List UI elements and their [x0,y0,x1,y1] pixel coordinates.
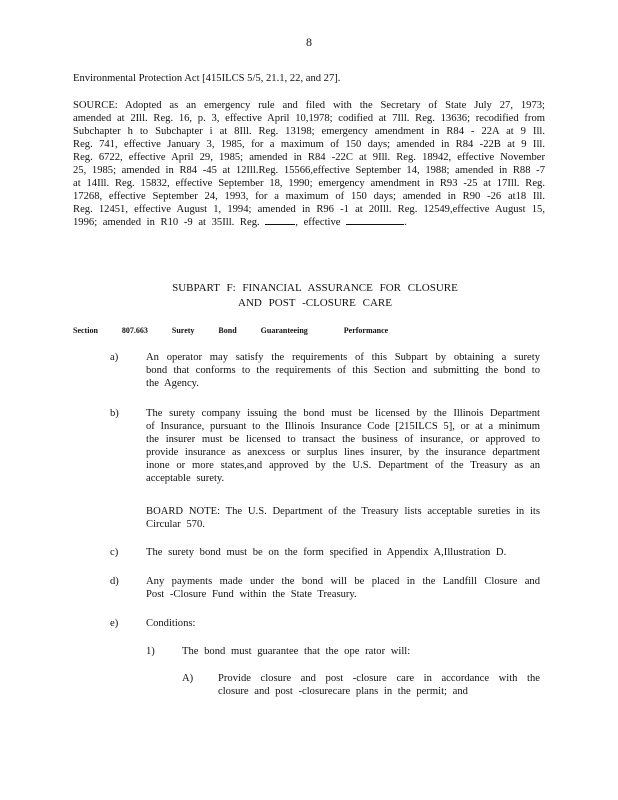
section-title-word: Performance [343,326,389,335]
section-title-word: Guaranteeing [260,326,308,335]
section-heading [73,324,410,337]
item-e1-label: 1) [146,646,155,657]
item-c-label: c) [110,547,119,558]
item-c-text: The surety bond must be on the form specified in Appendix A,Illustration D. [146,547,507,558]
section-title-word: Bond [218,326,237,335]
section-title-word: Surety [171,326,195,335]
subpart-heading-line2: AND POST -CLOSURE CARE [238,297,392,309]
section-label: Section [73,326,98,335]
item-eA-label: A) [182,673,194,684]
source-mid: , effective [295,217,341,228]
item-b-text: The surety company issuing the bond must be licensed by the Illinois Department of Insurance, pursuant to the Illinois Insurance Code [215ILCS 5], or at a minimum the insurer must be licensed to transact the business of insurance, or approved to provide insurance as anexcess or surplus lines insurer, by the insurance department inone or more states,and approved by the U.S. Department of the Treasury as an acceptable surety. [146,408,540,484]
item-d-label: d) [110,576,119,587]
item-d-text: Any payments made under the bond will be placed in the Landfill Closure and Post -Closure Fund within the State Treasury. [146,576,540,600]
page-number: 8 [306,35,312,49]
blank-line [346,224,404,225]
act-reference: Environmental Protection Act [415ILCS 5/5, 21.1, 22, and 27]. [73,73,341,84]
source-note [73,99,545,229]
item-a-text: An operator may satisfy the requirements of this Subpart by obtaining a surety bond that conforms to the requirements of this Section and submitting the bond to the Agency. [146,352,540,389]
subpart-heading-line1: SUBPART F: FINANCIAL ASSURANCE FOR CLOSURE [172,282,458,294]
source-text: SOURCE: Adopted as an emergency rule and filed with the Secretary of State July 27, 1973; amended at 2Ill. Reg. 16, p. 3, effective April 10,1978; codified at 7Ill. Reg. 13636; recodified from Subchapter h to Subchapter i at 8Ill. Reg. 13198; emergency amendment in R84 - 22A at 9 Ill. Reg. 741, effective January 3, 1985, for a maximum of 150 days; amended in R84 -22B at 9 Ill. Reg. 6722, effective April 29, 1985; amended in R84 -22C at 9Ill. Reg. 18942, effective November 25, 1985; amended in R84 -45 at 12Ill.Reg. 15566,effective September 14, 1988; amended in R88 -7 at 14Ill. Reg. 15832, effective September 18, 1990; emergency amendment in R93 -25 at 17Ill. Reg. 17268, effective September 24, 1993, for a maximum of 150 days; amended in R90 -26 at18 Ill. Reg. 12451, effective August 1, 1994; amended in R96 -1 at 20Ill. Reg. 12549,effective August 15, 1996; amended in R10 -9 at 35Ill. Reg. [73,100,545,228]
blank-line [265,224,295,225]
item-b-label: b) [110,408,119,419]
item-a-label: a) [110,352,119,363]
item-e-label: e) [110,618,119,629]
board-note: BOARD NOTE: The U.S. Department of the Treasury lists acceptable sureties in its Circular 570. [146,506,540,530]
item-e1-text: The bond must guarantee that the ope rator will: [182,646,411,657]
section-number: 807.663 [121,326,148,335]
source-end: . [404,217,407,228]
item-eA-text: Provide closure and post -closure care in accordance with the closure and post -closurecare plans in the permit; and [218,673,540,697]
item-e-text: Conditions: [146,618,196,629]
